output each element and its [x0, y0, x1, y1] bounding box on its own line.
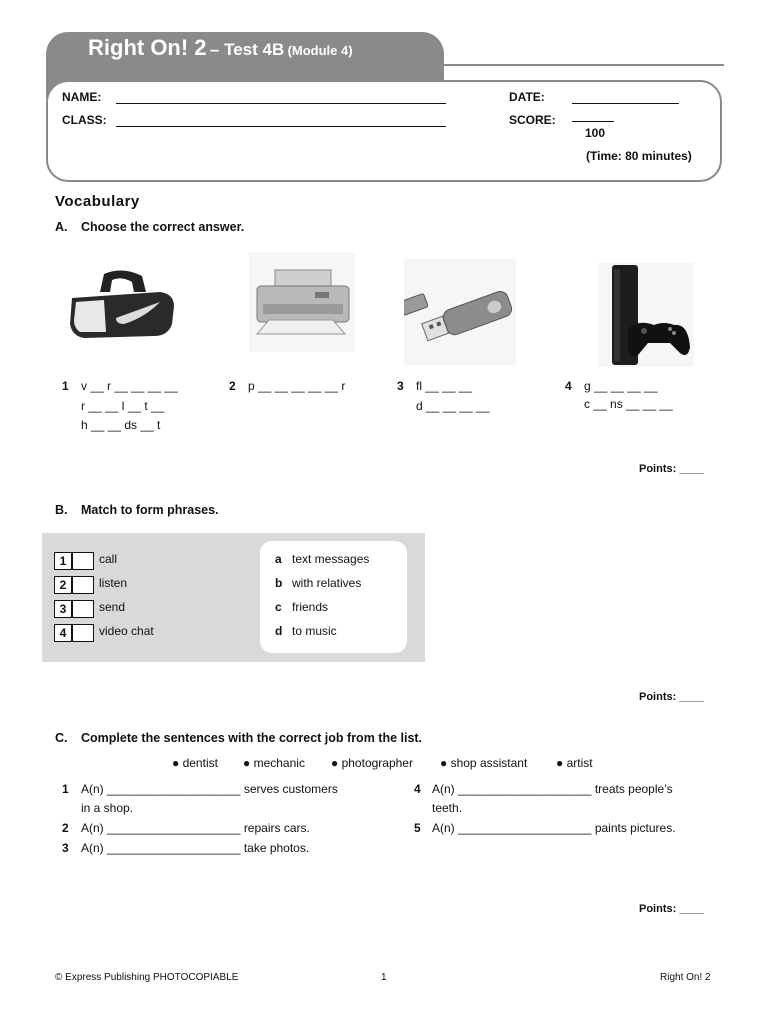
section-c-instruction: Complete the sentences with the correct job from the list.: [81, 731, 423, 745]
a-item-blank[interactable]: p __ __ __ __ __ r: [248, 379, 346, 393]
c-item-number: 3: [62, 841, 69, 855]
usb-flash-drive-icon: [404, 258, 516, 366]
section-b-letter: B.: [55, 503, 68, 517]
title-test: – Test 4B: [209, 40, 285, 59]
match-number: 4: [54, 624, 72, 642]
a-item-number: 1: [62, 379, 69, 393]
date-label: DATE:: [509, 90, 545, 104]
match-option-text: with relatives: [292, 576, 362, 590]
match-number: 2: [54, 576, 72, 594]
section-b-points: Points: ____: [639, 691, 704, 703]
title-book: Right On! 2: [88, 35, 207, 60]
section-c-letter: C.: [55, 731, 68, 745]
match-option-text: to music: [292, 624, 337, 638]
match-phrase-start: send: [99, 600, 126, 614]
match-answer-box[interactable]: [72, 600, 94, 618]
footer-copyright: © Express Publishing PHOTOCOPIABLE: [55, 972, 239, 983]
time-limit: (Time: 80 minutes): [586, 149, 692, 163]
match-option-letter: b: [275, 576, 283, 590]
test-title: [88, 35, 353, 61]
a-item-blank[interactable]: c __ ns __ __ __: [584, 397, 673, 411]
match-number: 1: [54, 552, 72, 570]
a-item-blank[interactable]: d __ __ __ __: [416, 399, 490, 413]
page-number: 1: [381, 972, 387, 983]
printer-icon: [249, 252, 355, 352]
title-module: (Module 4): [287, 43, 353, 58]
c-item-sentence[interactable]: A(n) ____________________ treats people’s: [432, 782, 673, 796]
a-item-blank[interactable]: r __ __ l __ t __: [81, 399, 165, 413]
a-item-number: 2: [229, 379, 236, 393]
match-number: 3: [54, 600, 72, 618]
c-item-sentence[interactable]: A(n) ____________________ take photos.: [81, 841, 310, 855]
c-item-number: 1: [62, 782, 69, 796]
a-item-number: 3: [397, 379, 404, 393]
match-option-letter: d: [275, 624, 283, 638]
c-item-sentence-cont: teeth.: [432, 801, 463, 815]
match-phrase-start: video chat: [99, 624, 154, 638]
a-item-blank[interactable]: g __ __ __ __: [584, 379, 658, 393]
section-a-letter: A.: [55, 220, 68, 234]
score-total: 100: [585, 126, 606, 140]
word-list-item: ● photographer: [331, 756, 413, 770]
name-field[interactable]: [116, 103, 446, 104]
score-field[interactable]: [572, 121, 614, 122]
a-item-blank[interactable]: fl __ __ __: [416, 379, 473, 393]
c-item-number: 2: [62, 821, 69, 835]
word-list-item: ● mechanic: [243, 756, 305, 770]
word-list-item: ● dentist: [172, 756, 218, 770]
match-answer-box[interactable]: [72, 552, 94, 570]
c-item-number: 4: [414, 782, 421, 796]
class-field[interactable]: [116, 126, 446, 127]
c-item-sentence-cont: in a shop.: [81, 801, 134, 815]
c-item-sentence[interactable]: A(n) ____________________ repairs cars.: [81, 821, 310, 835]
match-option-text: friends: [292, 600, 329, 614]
vr-headset-icon: [64, 262, 182, 352]
match-answer-box[interactable]: [72, 624, 94, 642]
name-label: NAME:: [62, 90, 102, 104]
match-option-letter: a: [275, 552, 282, 566]
score-label: SCORE:: [509, 113, 556, 127]
word-list-item: ● artist: [556, 756, 593, 770]
section-a-points: Points: ____: [639, 463, 704, 475]
match-phrase-start: call: [99, 552, 118, 566]
date-field[interactable]: [572, 103, 679, 104]
match-option-letter: c: [275, 600, 282, 614]
c-item-sentence[interactable]: A(n) ____________________ serves customers: [81, 782, 338, 796]
match-option-text: text messages: [292, 552, 370, 566]
footer-book-title: Right On! 2: [660, 972, 711, 983]
c-item-sentence[interactable]: A(n) ____________________ paints pictures.: [432, 821, 676, 835]
word-list-item: ● shop assistant: [440, 756, 528, 770]
match-answer-box[interactable]: [72, 576, 94, 594]
class-label: CLASS:: [62, 113, 107, 127]
vocabulary-heading: Vocabulary: [55, 193, 140, 210]
section-a-instruction: Choose the correct answer.: [81, 220, 245, 234]
match-phrase-start: listen: [99, 576, 128, 590]
student-info-box: [46, 80, 722, 182]
c-item-number: 5: [414, 821, 421, 835]
title-rule: [444, 64, 724, 66]
section-c-points: Points: ____: [639, 903, 704, 915]
game-console-icon: [598, 263, 694, 367]
a-item-number: 4: [565, 379, 572, 393]
a-item-blank[interactable]: v __ r __ __ __ __: [81, 379, 178, 393]
section-b-instruction: Match to form phrases.: [81, 503, 219, 517]
a-item-blank[interactable]: h __ __ ds __ t: [81, 418, 161, 432]
